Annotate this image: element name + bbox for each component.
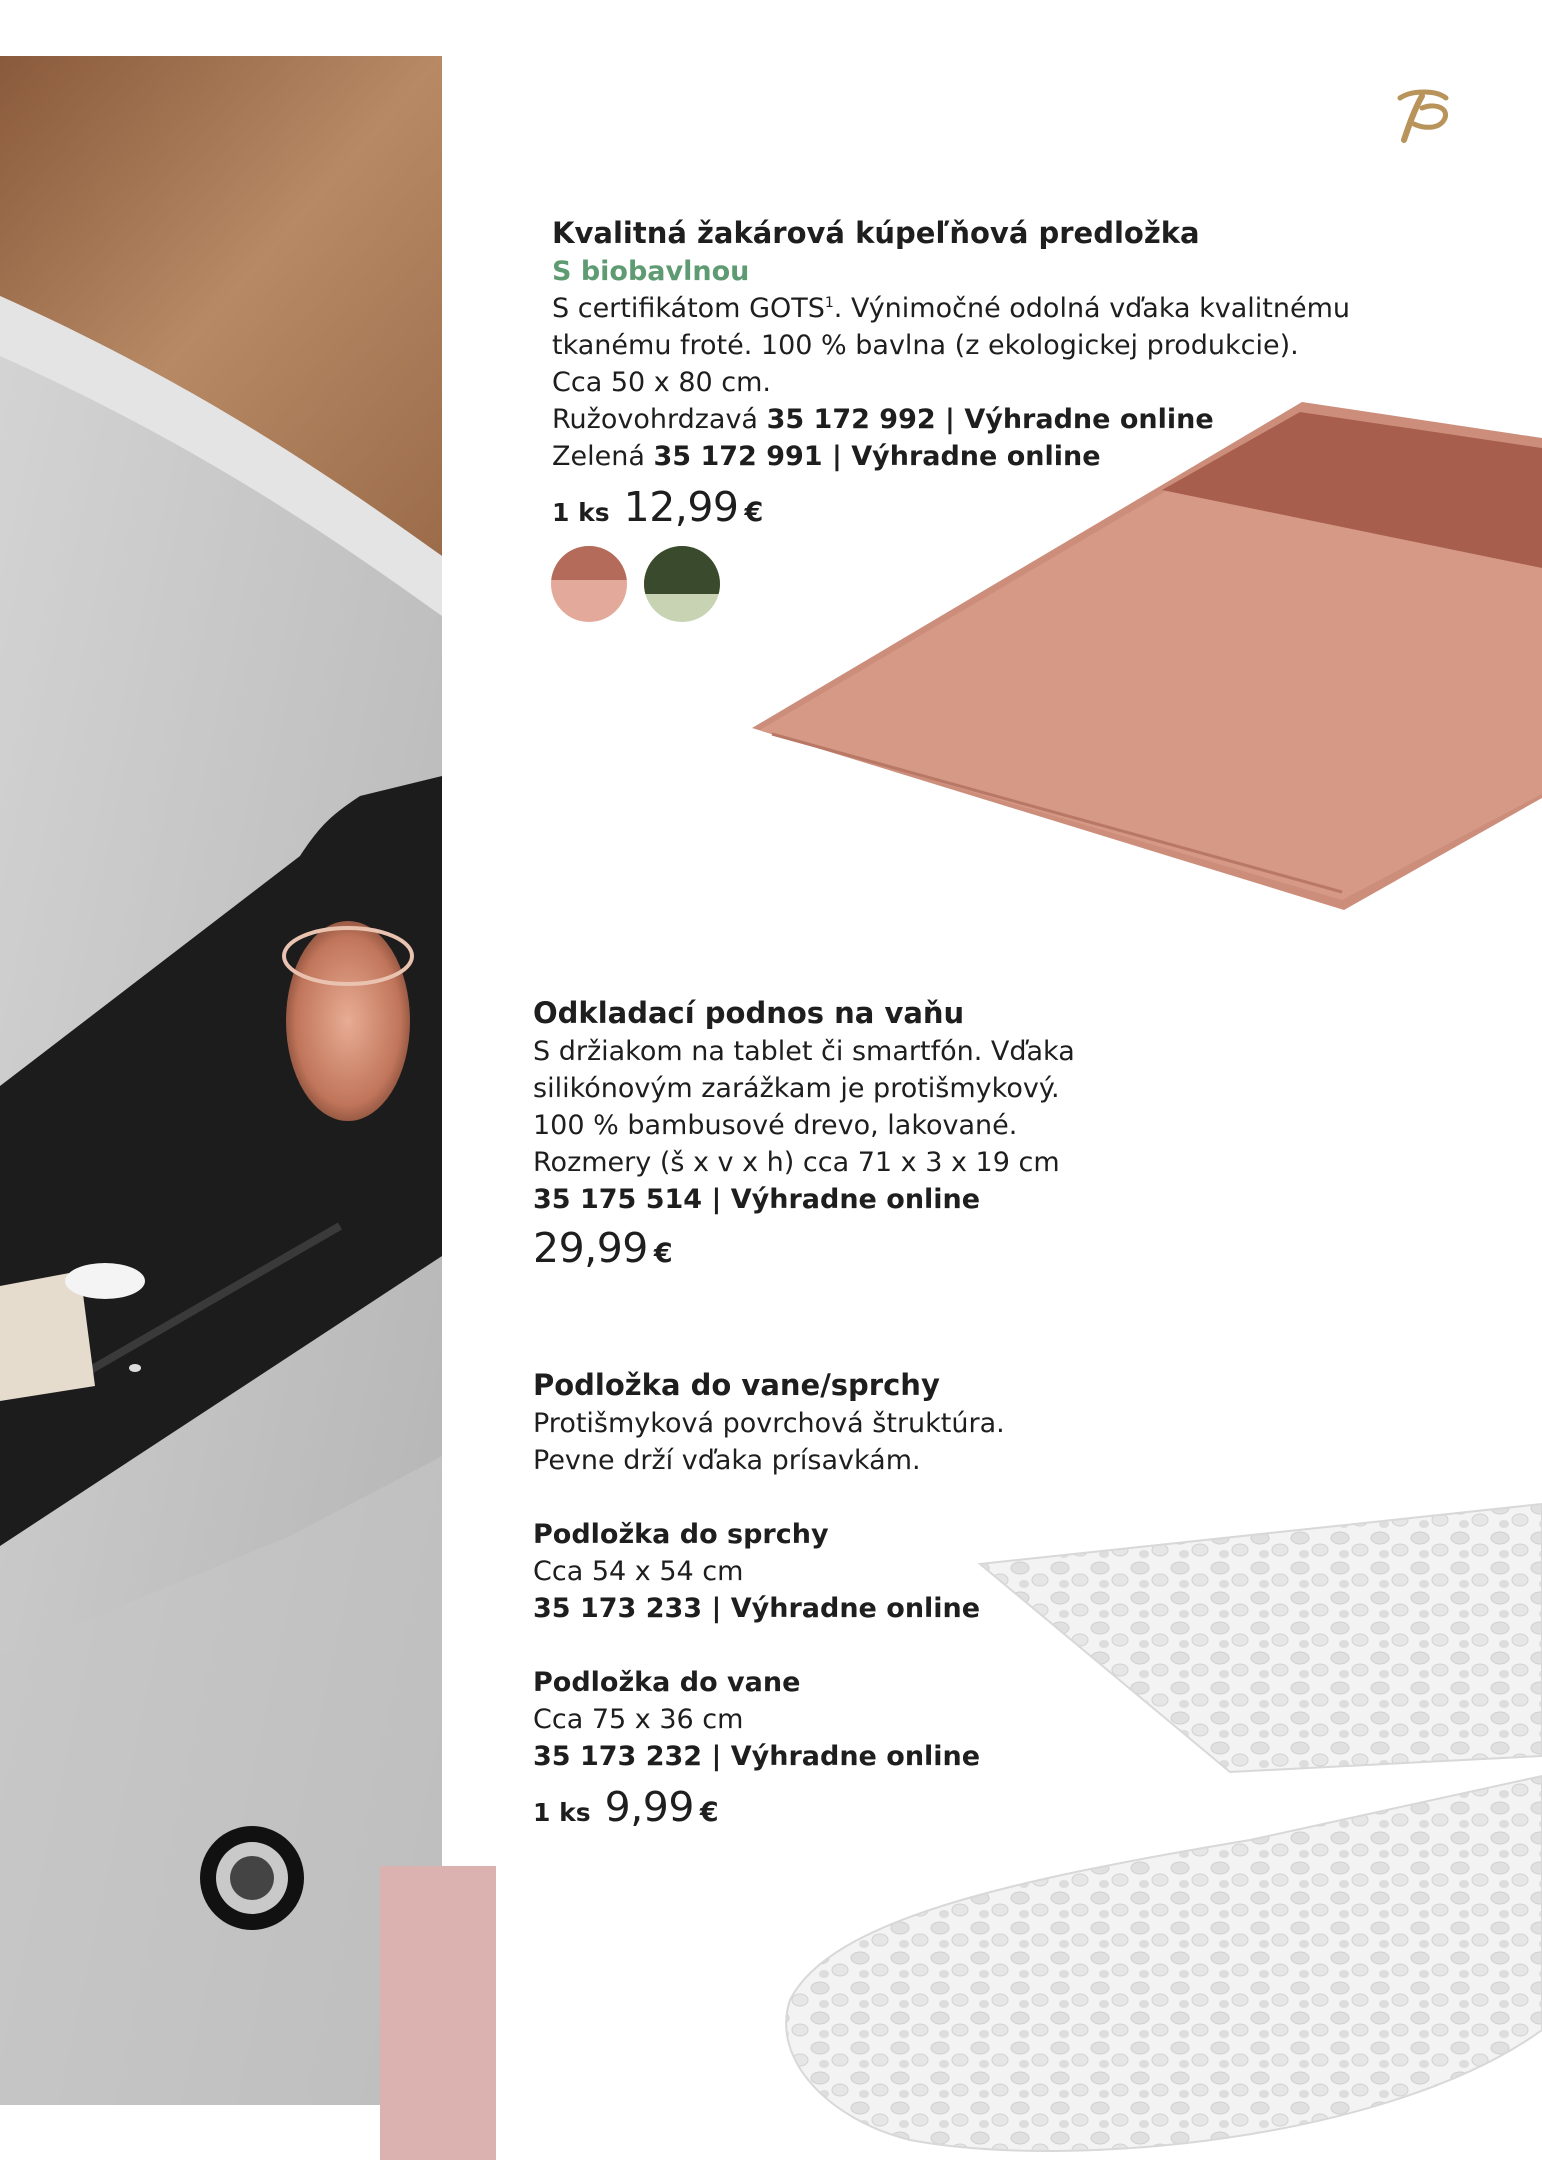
bathtub-tray-photo xyxy=(0,56,442,2105)
product-subtitle: S biobavlnou xyxy=(552,256,750,287)
product-title: Odkladací podnos na vaňu xyxy=(533,996,965,1030)
product-variant: Zelená 35 172 991 | Výhradne online xyxy=(552,441,1101,472)
product-title: Kvalitná žakárová kúpeľňová predložka xyxy=(552,216,1200,250)
bath-mat-photo xyxy=(752,398,1542,918)
color-swatch-rust[interactable] xyxy=(551,546,627,622)
product-title: Podložka do vane/sprchy xyxy=(533,1368,940,1402)
product-price: 29,99 € xyxy=(533,1224,673,1272)
color-swatch-green[interactable] xyxy=(644,546,720,622)
product-description: Protišmyková povrchová štruktúra. xyxy=(533,1408,1005,1439)
variant-code: 35 173 232 | Výhradne online xyxy=(533,1741,981,1772)
product-dimensions: Rozmery (š x v x h) cca 71 x 3 x 19 cm xyxy=(533,1147,1060,1178)
product-size: Cca 50 x 80 cm. xyxy=(552,367,771,398)
product-variant: Ružovohrdzavá 35 172 992 | Výhradne online xyxy=(552,404,1214,435)
product-bath-tray xyxy=(533,994,1075,1272)
variant-code: 35 173 233 | Výhradne online xyxy=(533,1593,981,1624)
product-description: S certifikátom GOTS$^1$. Výnimočné odolná vďaka kvalitnému xyxy=(552,293,1351,324)
product-description: S držiakom na tablet či smartfón. Vďaka xyxy=(533,1036,1075,1067)
variant-size: Cca 54 x 54 cm xyxy=(533,1556,744,1587)
tchibo-logo-icon xyxy=(1392,84,1454,146)
product-price: 1 ks 12,99 € xyxy=(552,483,764,531)
product-description: 100 % bambusové drevo, lakované. xyxy=(533,1110,1018,1141)
product-description: silikónovým zarážkam je protišmykový. xyxy=(533,1073,1060,1104)
product-description: tkanému froté. 100 % bavlna (z ekologickej produkcie). xyxy=(552,330,1299,361)
shower-mats-photo xyxy=(770,1500,1542,2160)
product-code: 35 175 514 | Výhradne online xyxy=(533,1184,981,1215)
variant-title: Podložka do vane xyxy=(533,1667,801,1698)
product-description: Pevne drží vďaka prísavkám. xyxy=(533,1445,921,1476)
decorative-pink-block xyxy=(380,1866,496,2160)
product-price: 1 ks 9,99 € xyxy=(533,1783,719,1831)
variant-title: Podložka do sprchy xyxy=(533,1519,829,1550)
variant-size: Cca 75 x 36 cm xyxy=(533,1704,744,1735)
